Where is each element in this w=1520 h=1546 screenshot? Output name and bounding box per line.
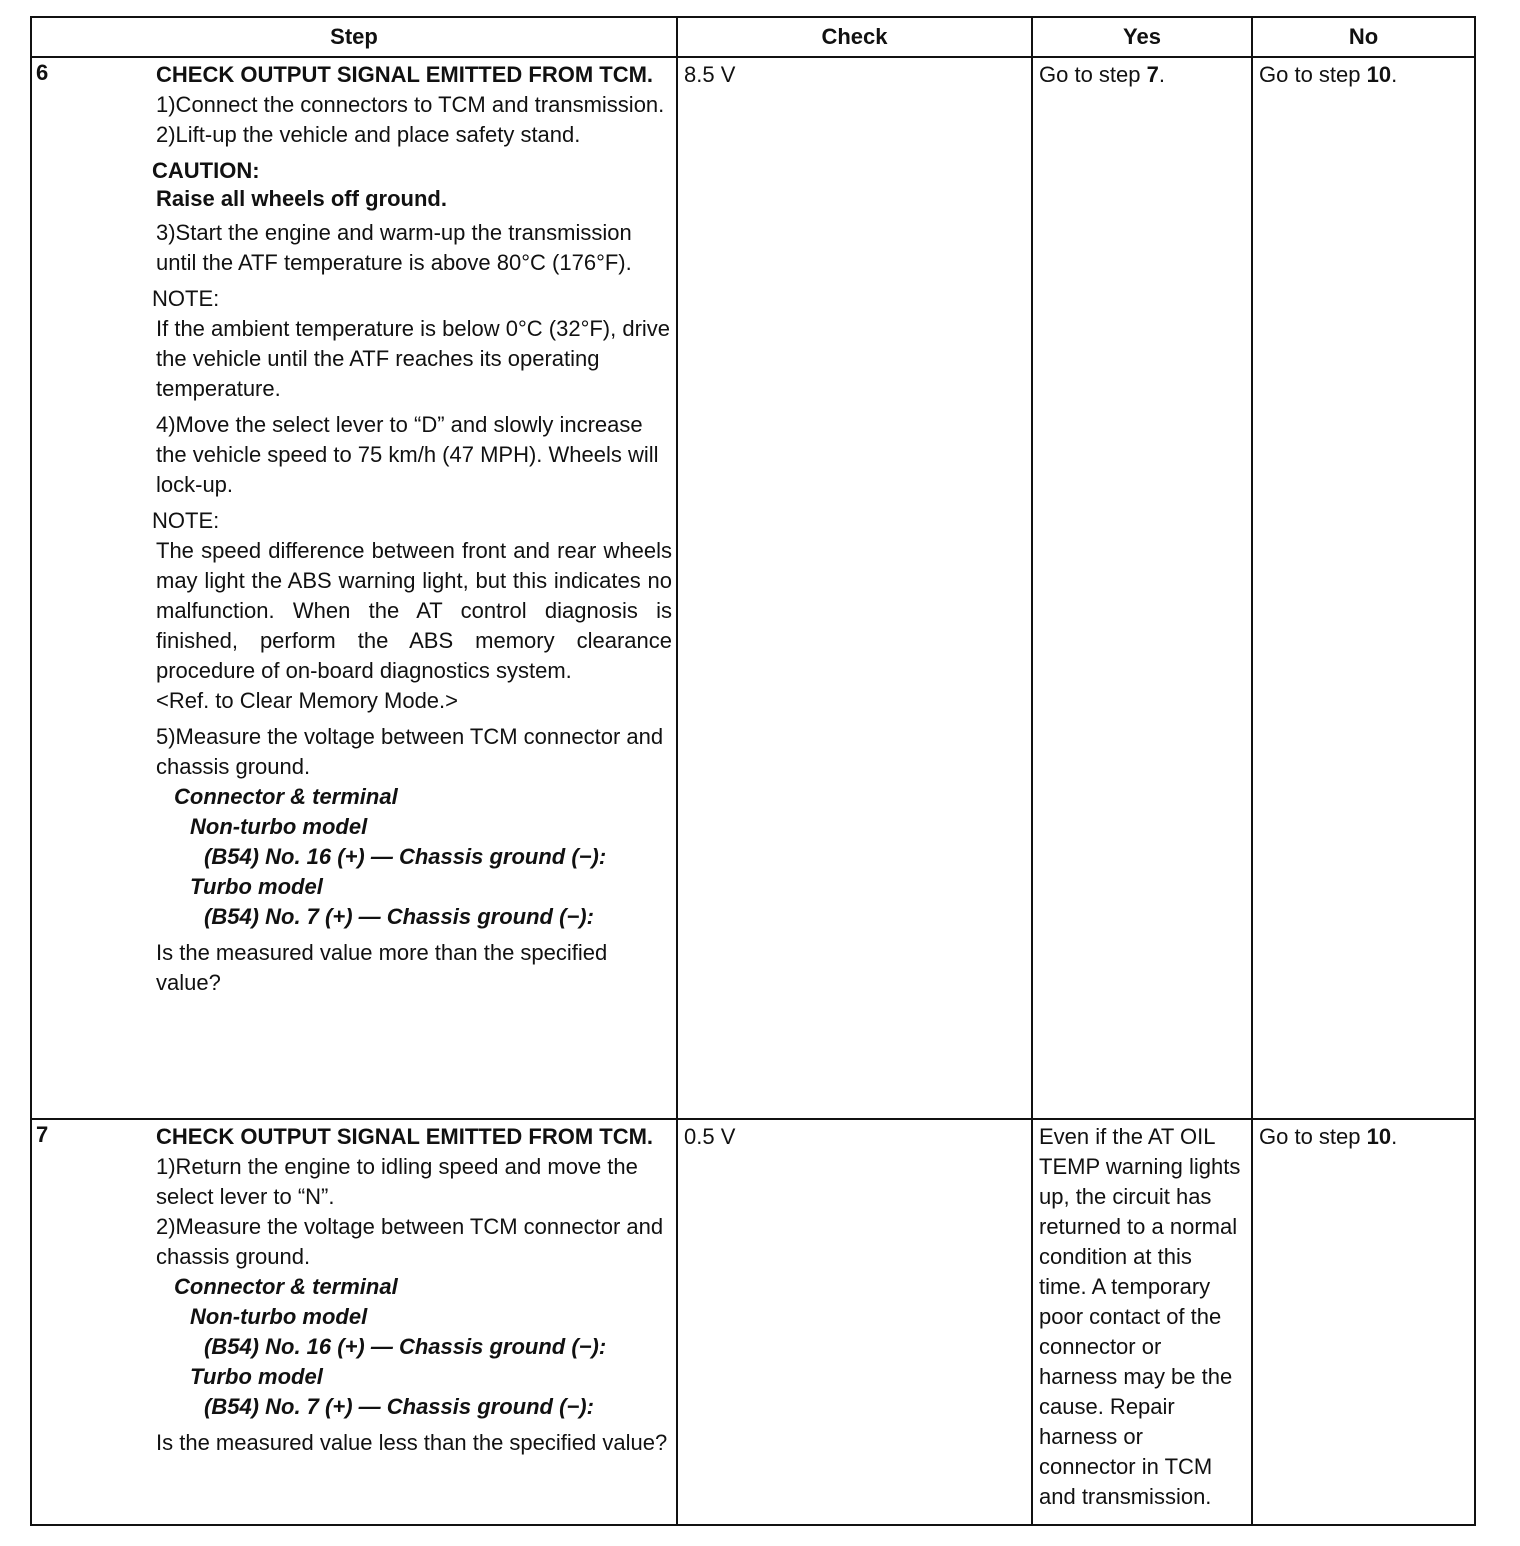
step-cell [31, 1119, 677, 1525]
no-suffix: . [1391, 1124, 1398, 1149]
no-step-link[interactable]: 10 [1366, 62, 1392, 87]
no-cell [1252, 57, 1475, 1119]
note-text: If the ambient temperature is below 0°C (32°F), drive the vehicle until the ATF reaches its operating temperature. [156, 316, 671, 401]
connector-label: Connector & terminal [174, 784, 398, 809]
step-cell [31, 57, 677, 1119]
header-check: Check [677, 17, 1032, 57]
terminal-spec: (B54) No. 7 (+) — Chassis ground (−): [204, 1394, 594, 1419]
check-cell [677, 1119, 1032, 1525]
header-row [31, 17, 1475, 57]
table-row [31, 57, 1475, 1119]
no-text: Go to step [1259, 1124, 1367, 1149]
step-question: Is the measured value less than the specified value? [156, 1430, 668, 1455]
header-yes: Yes [1032, 17, 1252, 57]
terminal-spec: (B54) No. 16 (+) — Chassis ground (−): [204, 844, 607, 869]
note-label: NOTE: [152, 286, 220, 311]
connector-label: Connector & terminal [174, 1274, 398, 1299]
caution-label: CAUTION: [152, 158, 260, 183]
reference-link[interactable]: <Ref. to Clear Memory Mode.> [156, 688, 459, 713]
step-instruction: 3)Start the engine and warm-up the transmission until the ATF temperature is above 80°C (176°F). [156, 220, 632, 275]
header-step: Step [31, 17, 677, 57]
check-value: 0.5 V [684, 1124, 736, 1149]
terminal-spec: (B54) No. 7 (+) — Chassis ground (−): [204, 904, 594, 929]
step-instruction: 1)Connect the connectors to TCM and transmission. [156, 92, 665, 117]
step-instruction: 2)Lift-up the vehicle and place safety stand. [156, 122, 581, 147]
header-no: No [1252, 17, 1475, 57]
caution-text: Raise all wheels off ground. [156, 186, 447, 211]
step-instruction: 1)Return the engine to idling speed and move the select lever to “N”. [156, 1154, 638, 1209]
step-instruction: 2)Measure the voltage between TCM connector and chassis ground. [156, 1214, 664, 1269]
note-text: The speed difference between front and rear wheels may light the ABS warning light, but this indicates no malfunction. When the AT control diagnosis is finished, perform the ABS memory clearance procedure of on-board diagnostics system. [156, 538, 672, 683]
model-label: Non-turbo model [190, 1304, 368, 1329]
no-suffix: . [1391, 62, 1398, 87]
diagnostic-table [30, 16, 1476, 1526]
table-row [31, 1119, 1475, 1525]
yes-text: Go to step [1039, 62, 1147, 87]
model-label: Turbo model [190, 1364, 323, 1389]
yes-text: Even if the AT OIL TEMP warning lights up, the circuit has returned to a normal condition at this time. A temporary poor contact of the connector or harness may be the cause. Repair harness or connector in TCM and transmission. [1039, 1124, 1241, 1509]
step-question: Is the measured value more than the specified value? [156, 940, 608, 995]
check-cell [677, 57, 1032, 1119]
yes-suffix: . [1158, 62, 1165, 87]
no-step-link[interactable]: 10 [1366, 1124, 1392, 1149]
check-value: 8.5 V [684, 62, 736, 87]
model-label: Non-turbo model [190, 814, 368, 839]
yes-cell [1032, 1119, 1252, 1525]
no-text: Go to step [1259, 62, 1367, 87]
step-number: 6 [36, 60, 49, 85]
model-label: Turbo model [190, 874, 323, 899]
step-instruction: 4)Move the select lever to “D” and slowly increase the vehicle speed to 75 km/h (47 MPH). Wheels will lock-up. [156, 412, 659, 497]
step-instruction: 5)Measure the voltage between TCM connector and chassis ground. [156, 724, 664, 779]
yes-step-link[interactable]: 7 [1146, 62, 1159, 87]
yes-cell [1032, 57, 1252, 1119]
step-title: CHECK OUTPUT SIGNAL EMITTED FROM TCM. [156, 1124, 654, 1149]
step-number: 7 [36, 1122, 49, 1147]
no-cell [1252, 1119, 1475, 1525]
step-title: CHECK OUTPUT SIGNAL EMITTED FROM TCM. [156, 62, 654, 87]
terminal-spec: (B54) No. 16 (+) — Chassis ground (−): [204, 1334, 607, 1359]
note-label: NOTE: [152, 508, 220, 533]
